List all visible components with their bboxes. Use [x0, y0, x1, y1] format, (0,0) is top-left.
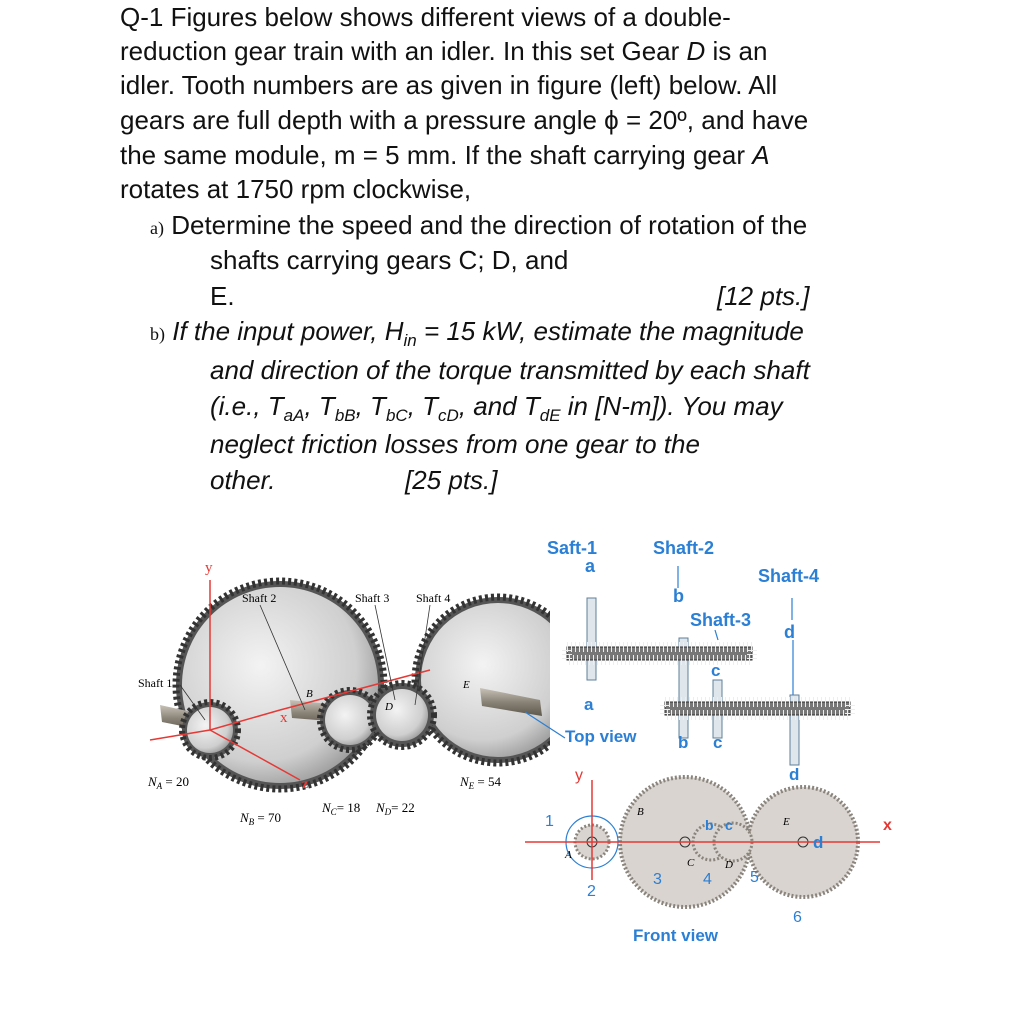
- front-label-c: c: [725, 817, 733, 833]
- top-view-gears: [567, 647, 850, 715]
- right-axis-y-label: y: [575, 767, 583, 784]
- label-shaft-1: Shaft 1: [138, 676, 173, 690]
- label-c-lower: c: [713, 733, 723, 752]
- label-shaft-3: Shaft 3: [355, 591, 390, 605]
- part-b-line-4: neglect friction losses from one gear to the: [210, 429, 700, 459]
- front-label-n6: 6: [793, 909, 802, 926]
- intro-line-1: Q-1 Figures below shows different views of a double-: [120, 2, 731, 32]
- front-label-n2: 2: [587, 883, 596, 900]
- label-na: $N_A = 20$: [148, 774, 190, 791]
- front-label-d: d: [813, 833, 824, 852]
- label-c-top: c: [711, 661, 721, 680]
- gear-d-3d: [370, 683, 434, 747]
- part-a-points: [12 pts.]: [717, 281, 810, 311]
- label-nb: $N_B = 70$: [240, 810, 282, 827]
- intro-line-2: reduction gear train with an idler. In this set Gear D is an: [120, 36, 768, 66]
- label-saft-1: Saft-1: [547, 538, 598, 558]
- label-front-view: Front view: [633, 926, 719, 945]
- part-b-line-5: other.: [210, 465, 276, 495]
- left-axis-z-label: z: [302, 777, 309, 792]
- front-gear-b: B: [637, 806, 644, 818]
- part-b-line-1: b) If the input power, $H_{in} = 15$ kW, estimate the magnitude: [150, 316, 804, 351]
- left-axis-x-label: x: [280, 710, 288, 726]
- front-gear-a: A: [565, 849, 572, 861]
- label-top-view: Top view: [565, 727, 637, 746]
- label-shaft-4-top: Shaft-4: [758, 566, 820, 586]
- top-view-pointer: [525, 712, 565, 738]
- part-b-line-3: (i.e., $T_{aA}$, $T_{bB}$, $T_{bC}$, $T_{cD}$, and $T_{dE}$ in [N-m]). You may: [210, 391, 783, 426]
- right-axis-x-label: x: [883, 817, 892, 834]
- gear-train-figure-right: [525, 530, 905, 950]
- label-shaft-3-top: Shaft-3: [690, 610, 752, 630]
- front-label-b: b: [705, 817, 714, 833]
- part-a-line-1: a) Determine the speed and the direction of rotation of the: [150, 210, 808, 240]
- front-gear-c: C: [687, 857, 695, 869]
- front-gear-e: E: [783, 816, 790, 828]
- label-nc: $N_C= 18$: [322, 800, 361, 817]
- front-label-n3: 3: [653, 871, 662, 888]
- label-gear-b: B: [306, 688, 313, 700]
- label-nd: $N_D= 22$: [376, 800, 415, 817]
- part-b-points: [25 pts.]: [405, 465, 498, 495]
- intro-line-6: rotates at 1750 rpm clockwise,: [120, 174, 472, 204]
- label-shaft-2: Shaft 2: [242, 591, 277, 605]
- label-a-top: a: [585, 556, 596, 576]
- intro-line-5: the same module, m = 5 mm. If the shaft carrying gear A: [120, 140, 770, 170]
- intro-line-3: idler. Tooth numbers are as given in figure (left) below. All: [120, 70, 778, 100]
- label-gear-e: E: [463, 679, 470, 691]
- label-b-top: b: [673, 586, 684, 606]
- left-axis-y-label: y: [205, 560, 213, 576]
- part-a-line-2: shafts carrying gears C; D, and: [210, 245, 569, 275]
- label-b-lower: b: [678, 733, 689, 752]
- intro-line-4: gears are full depth with a pressure angle ϕ = 20º, and have: [120, 105, 809, 135]
- part-a-line-3: E.: [210, 281, 235, 311]
- front-label-n1: 1: [545, 813, 554, 830]
- gear-train-figure-left: [130, 550, 550, 840]
- front-label-n4: 4: [703, 871, 712, 888]
- label-gear-d: D: [385, 701, 393, 713]
- label-shaft-4: Shaft 4: [416, 591, 451, 605]
- front-gear-d: D: [725, 859, 733, 871]
- label-ne: $N_E = 54$: [460, 774, 502, 791]
- label-shaft-2-top: Shaft-2: [653, 538, 715, 558]
- label-a-lower: a: [584, 695, 594, 714]
- part-b-line-2: and direction of the torque transmitted by each shaft: [210, 355, 810, 385]
- front-label-n5: 5: [750, 869, 759, 886]
- label-d-lower: d: [789, 765, 800, 784]
- label-d-top: d: [784, 622, 795, 642]
